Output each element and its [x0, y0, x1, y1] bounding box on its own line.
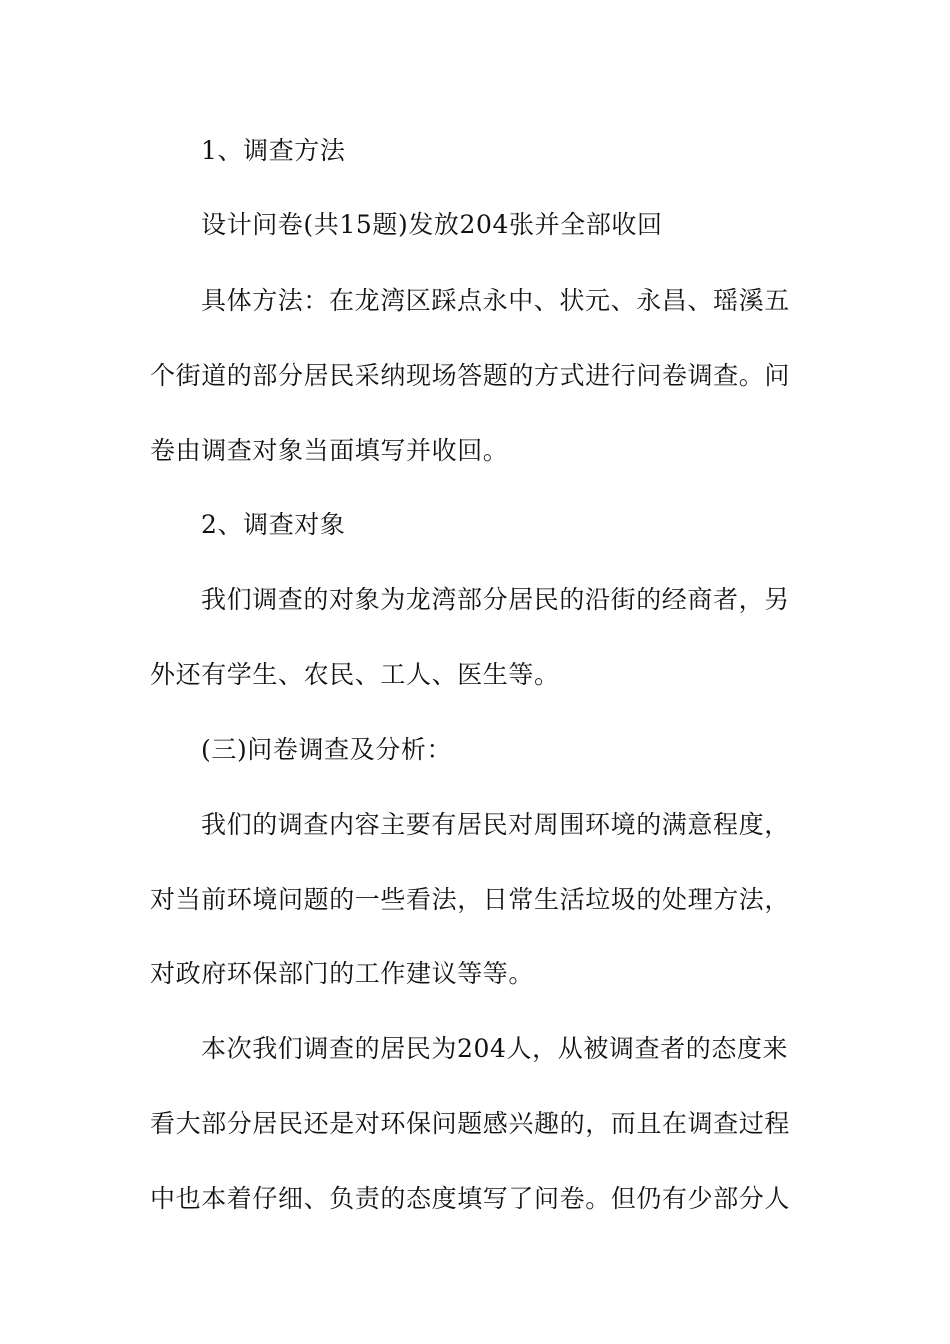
- paragraph-line: 看大部分居民还是对环保问题感兴趣的，而且在调查过程: [150, 1109, 791, 1138]
- paragraph-line: 个街道的部分居民采纳现场答题的方式进行问卷调查。问: [150, 361, 791, 390]
- paragraph-line: 本次我们调查的居民为204人，从被调查者的态度来: [201, 1034, 789, 1063]
- section-heading-survey-subjects: 2、调查对象: [201, 510, 346, 539]
- paragraph-line: 设计问卷(共15题)发放204张并全部收回: [201, 210, 663, 239]
- section-heading-survey-method: 1、调查方法: [201, 136, 346, 165]
- paragraph-line: 外还有学生、农民、工人、医生等。: [150, 660, 560, 689]
- paragraph-line: 对政府环保部门的工作建议等等。: [150, 959, 535, 988]
- paragraph-line: 具体方法：在龙湾区踩点永中、状元、永昌、瑶溪五: [201, 286, 790, 315]
- section-heading-questionnaire-analysis: (三)问卷调查及分析：: [201, 735, 453, 764]
- paragraph-line: 我们的调查内容主要有居民对周围环境的满意程度，: [201, 810, 790, 839]
- paragraph-line: 对当前环境问题的一些看法，日常生活垃圾的处理方法，: [150, 885, 791, 914]
- paragraph-line: 中也本着仔细、负责的态度填写了问卷。但仍有少部分人: [150, 1184, 791, 1213]
- paragraph-line: 我们调查的对象为龙湾部分居民的沿街的经商者，另: [201, 585, 790, 614]
- paragraph-line: 卷由调查对象当面填写并收回。: [150, 436, 509, 465]
